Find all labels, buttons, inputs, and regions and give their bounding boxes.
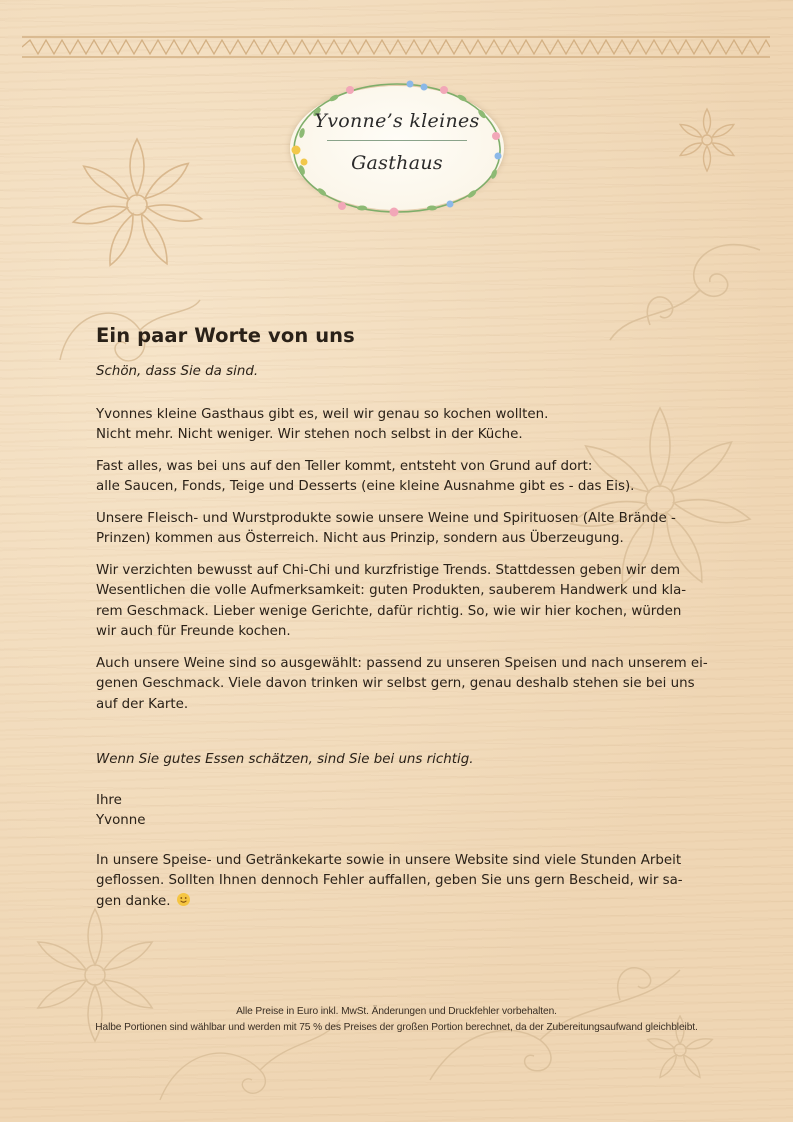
errata-note: [96, 851, 711, 913]
paragraph-line: rem Geschmack. Lieber wenige Gerichte, dafür richtig. So, wie wir hier kochen, würden: [96, 603, 682, 619]
restaurant-logo: [282, 78, 512, 218]
signature-line: Ihre: [96, 792, 122, 808]
paragraph-line: Fast alles, was bei uns auf den Teller kommt, entsteht von Grund auf dort:: [96, 458, 593, 474]
paragraph-line: Prinzen) kommen aus Österreich. Nicht aus Prinzip, sondern aus Überzeugung.: [96, 531, 624, 546]
tagline: Schön, dass Sie da sind.: [96, 364, 259, 379]
paragraph-line: Unsere Fleisch- und Wurstprodukte sowie unsere Weine und Spirituosen (Alte Brände -: [96, 510, 676, 526]
paragraph: [96, 405, 711, 446]
paragraph-line: gen danke.: [96, 893, 171, 909]
letter-content: [96, 322, 711, 923]
logo-name-line2: Gasthaus: [351, 152, 443, 174]
paragraph-line: genen Geschmack. Viele davon trinken wir selbst gern, genau deshalb stehen sie bei uns: [96, 676, 695, 691]
paragraph: [96, 561, 711, 643]
flower-wreath-icon: [282, 78, 512, 218]
paragraph-line: wir auch für Freunde kochen.: [96, 624, 291, 639]
closing-line: Wenn Sie gutes Essen schätzen, sind Sie bei uns richtig.: [96, 752, 474, 767]
paragraph: [96, 654, 711, 716]
signature: [96, 791, 711, 832]
paragraph-line: Wesentlichen die volle Aufmerksamkeit: guten Produkten, sauberem Handwerk und kla-: [96, 583, 687, 598]
edelweiss-icon: [672, 105, 742, 175]
paragraph-line: In unsere Speise- und Getränkekarte sowie in unsere Website sind viele Stunden Arbeit: [96, 852, 682, 868]
paragraph-line: Wir verzichten bewusst auf Chi-Chi und kurzfristige Trends. Stattdessen geben wir dem: [96, 562, 681, 578]
signature-name: Yvonne: [96, 813, 146, 828]
decorative-border-band: [22, 34, 770, 60]
footer-portion-note: Halbe Portionen sind wählbar und werden mit 75 % des Preises der großen Portion berechnet, da der Zubereitungsaufwand gleichbleibt.: [95, 1022, 698, 1033]
paragraph: [96, 457, 711, 498]
edelweiss-icon: [62, 130, 212, 280]
logo-name-line1: Yvonne’s kleines: [314, 110, 480, 132]
paragraph-line: auf der Karte.: [96, 696, 189, 712]
paragraph-line: alle Saucen, Fonds, Teige und Desserts (eine kleine Ausnahme gibt es - das Eis).: [96, 479, 635, 494]
logo-divider: [327, 140, 467, 141]
paragraph-line: geflossen. Sollten Ihnen dennoch Fehler auffallen, geben Sie uns gern Bescheid, wir sa-: [96, 873, 683, 888]
footer-price-note: Alle Preise in Euro inkl. MwSt. Änderungen und Druckfehler vorbehalten.: [236, 1006, 557, 1017]
paragraph-line: Yvonnes kleine Gasthaus gibt es, weil wir genau so kochen wollten.: [96, 406, 549, 422]
paragraph-line: Nicht mehr. Nicht weniger. Wir stehen noch selbst in der Küche.: [96, 427, 523, 442]
smiley-icon: [177, 893, 190, 906]
paragraph-line: Auch unsere Weine sind so ausgewählt: passend zu unseren Speisen und nach unserem ei-: [96, 655, 708, 671]
paragraph: [96, 509, 711, 550]
page-title: Ein paar Worte von uns: [96, 324, 355, 347]
